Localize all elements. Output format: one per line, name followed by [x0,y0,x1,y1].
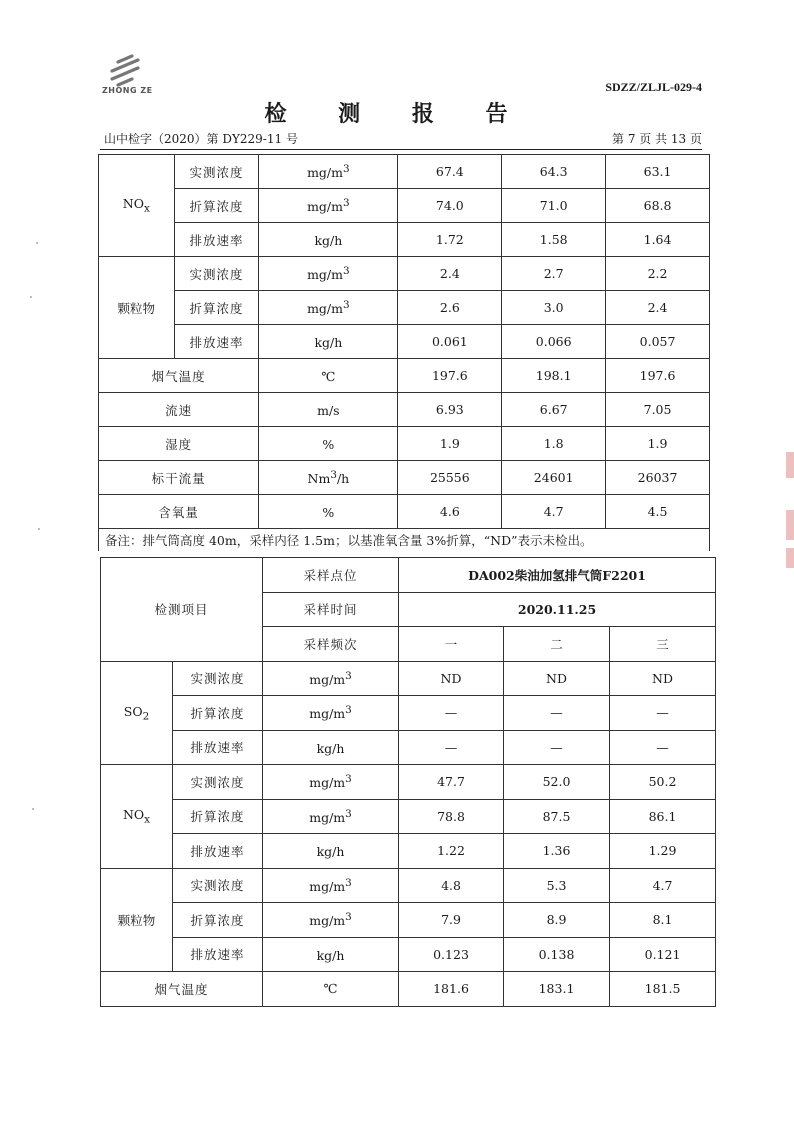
value-cell: 1.9 [606,427,710,461]
value-cell: 7.05 [606,393,710,427]
unit-cell: $mg/m^3$ [263,696,399,731]
table-row [101,868,716,903]
value-cell: ND [610,661,716,696]
item-label: 实测浓度 [173,765,263,800]
sampling-time-label: 采样时间 [263,592,399,627]
table-row [101,661,716,696]
value-cell: 67.4 [398,155,502,189]
value-cell: 4.7 [502,495,606,529]
table-row [101,730,716,765]
stamp-edge-mark [786,452,794,478]
unit-cell: % [259,427,398,461]
value-cell: 1.29 [610,834,716,869]
scan-speck [38,528,40,530]
value-cell: 1.22 [399,834,504,869]
frequency-cell: 三 [610,627,716,662]
value-cell: 2.4 [398,257,502,291]
value-cell: 26037 [606,461,710,495]
value-cell: 4.8 [399,868,504,903]
value-cell: 0.057 [606,325,710,359]
table-note: 备注：排气筒高度 40m，采样内径 1.5m；以基准氧含量 3%折算，“ND”表示未检出。 [99,529,710,552]
value-cell: — [610,730,716,765]
table-row [101,972,716,1007]
value-cell: 0.061 [398,325,502,359]
value-cell: 4.7 [610,868,716,903]
table-header-row [101,558,716,593]
unit-cell: m/s [259,393,398,427]
document-code: SDZZ/ZLJL-029-4 [605,80,702,94]
table-row [99,291,710,325]
unit-cell: $mg/m^3$ [263,799,399,834]
value-cell: 47.7 [399,765,504,800]
value-cell: 0.138 [504,937,610,972]
pollutant-particulate: 颗粒物 [99,257,175,359]
value-cell: 52.0 [504,765,610,800]
value-cell: 4.6 [398,495,502,529]
table-row [99,393,710,427]
frequency-cell: 二 [504,627,610,662]
value-cell: 24601 [502,461,606,495]
item-label: 折算浓度 [173,696,263,731]
unit-cell: ℃ [263,972,399,1007]
item-label: 排放速率 [173,730,263,765]
table-row [99,257,710,291]
value-cell: 8.9 [504,903,610,938]
item-label: 烟气温度 [101,972,263,1007]
item-label: 实测浓度 [174,155,259,189]
test-item-header: 检测项目 [101,558,263,662]
item-label: 烟气温度 [99,359,259,393]
value-cell: — [504,730,610,765]
sampling-point-label: 采样点位 [263,558,399,593]
item-label: 排放速率 [173,834,263,869]
value-cell: 64.3 [502,155,606,189]
item-label: 排放速率 [173,937,263,972]
results-table-continued [98,154,710,551]
item-label: 实测浓度 [173,661,263,696]
unit-cell: ℃ [259,359,398,393]
table-row [101,834,716,869]
frequency-cell: 一 [399,627,504,662]
unit-cell: $mg/m^3$ [259,189,398,223]
unit-cell: kg/h [263,730,399,765]
value-cell: 1.8 [502,427,606,461]
value-cell: 1.9 [398,427,502,461]
table-row [99,325,710,359]
item-label: 流速 [99,393,259,427]
logo-text: ZHONG ZE [102,86,153,95]
item-label: 湿度 [99,427,259,461]
value-cell: 1.36 [504,834,610,869]
value-cell: 6.67 [502,393,606,427]
table-row [101,765,716,800]
value-cell: 86.1 [610,799,716,834]
value-cell: 0.123 [399,937,504,972]
value-cell: — [504,696,610,731]
value-cell: ND [399,661,504,696]
value-cell: 25556 [398,461,502,495]
value-cell: 1.58 [502,223,606,257]
value-cell: 197.6 [398,359,502,393]
value-cell: 2.7 [502,257,606,291]
pollutant-nox: $NO_x$ [101,765,173,869]
table-row [101,903,716,938]
item-label: 折算浓度 [174,291,259,325]
value-cell: — [399,696,504,731]
item-label: 折算浓度 [173,903,263,938]
unit-cell: $mg/m^3$ [259,257,398,291]
value-cell: 4.5 [606,495,710,529]
sampling-time-value: 2020.11.25 [399,592,716,627]
value-cell: 74.0 [398,189,502,223]
pollutant-particulate: 颗粒物 [101,868,173,972]
table-row [99,189,710,223]
item-label: 排放速率 [174,223,259,257]
scan-speck [36,242,38,244]
value-cell: 1.64 [606,223,710,257]
report-number: 山中检字（2020）第 DY229-11 号 [104,132,298,146]
table-row [101,799,716,834]
table-row [99,359,710,393]
value-cell: 50.2 [610,765,716,800]
value-cell: 1.72 [398,223,502,257]
value-cell: 2.2 [606,257,710,291]
page-info: 第 7 页 共 13 页 [612,132,702,146]
pollutant-so2: $SO_2$ [101,661,173,765]
unit-cell: $mg/m^3$ [259,155,398,189]
unit-cell: kg/h [263,834,399,869]
value-cell: 8.1 [610,903,716,938]
unit-cell: $mg/m^3$ [263,868,399,903]
note-row [99,529,710,552]
unit-cell: $mg/m^3$ [263,903,399,938]
item-label: 含氧量 [99,495,259,529]
table-row [99,223,710,257]
scan-speck [30,296,32,298]
value-cell: 181.5 [610,972,716,1007]
pollutant-nox: $NO_x$ [99,155,175,257]
item-label: 排放速率 [174,325,259,359]
table-row [99,495,710,529]
header-divider [100,149,702,150]
unit-cell: $mg/m^3$ [259,291,398,325]
results-table-da002 [100,557,716,1007]
value-cell: 71.0 [502,189,606,223]
unit-cell: Nm$^3$/h [259,461,398,495]
value-cell: ND [504,661,610,696]
item-label: 折算浓度 [173,799,263,834]
value-cell: 78.8 [399,799,504,834]
value-cell: 6.93 [398,393,502,427]
unit-cell: kg/h [263,937,399,972]
value-cell: 68.8 [606,189,710,223]
value-cell: 5.3 [504,868,610,903]
unit-cell: $mg/m^3$ [263,661,399,696]
unit-cell: $mg/m^3$ [263,765,399,800]
table-row [99,427,710,461]
table-row [99,461,710,495]
scan-speck [32,808,34,810]
page-title: 检 测 报 告 [264,101,530,127]
table-row [101,937,716,972]
sampling-point-value: DA002柴油加氢排气筒F2201 [399,558,716,593]
value-cell: 3.0 [502,291,606,325]
unit-cell: % [259,495,398,529]
value-cell: 198.1 [502,359,606,393]
stamp-edge-mark [786,510,794,540]
value-cell: 7.9 [399,903,504,938]
value-cell: 87.5 [504,799,610,834]
unit-cell: kg/h [259,223,398,257]
value-cell: 197.6 [606,359,710,393]
stamp-edge-mark [786,548,794,568]
value-cell: 2.6 [398,291,502,325]
value-cell: — [399,730,504,765]
item-label: 实测浓度 [173,868,263,903]
value-cell: 0.066 [502,325,606,359]
item-label: 标干流量 [99,461,259,495]
value-cell: 63.1 [606,155,710,189]
table-row [101,696,716,731]
sampling-frequency-label: 采样频次 [263,627,399,662]
value-cell: — [610,696,716,731]
table-row [99,155,710,189]
item-label: 折算浓度 [174,189,259,223]
value-cell: 183.1 [504,972,610,1007]
value-cell: 181.6 [399,972,504,1007]
value-cell: 2.4 [606,291,710,325]
unit-cell: kg/h [259,325,398,359]
item-label: 实测浓度 [174,257,259,291]
value-cell: 0.121 [610,937,716,972]
